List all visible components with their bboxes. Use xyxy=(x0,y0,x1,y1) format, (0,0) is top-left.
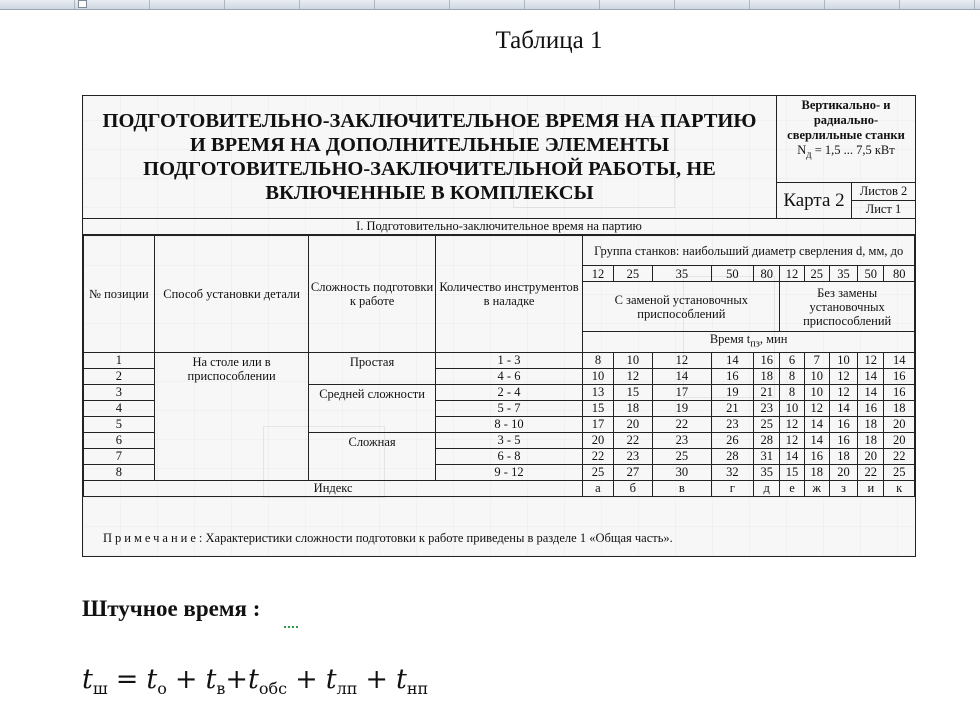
ruler-ticks xyxy=(0,0,980,9)
time-value-cell: 18 xyxy=(804,464,829,480)
norm-table xyxy=(83,235,915,497)
time-value-cell: 12 xyxy=(804,400,829,416)
diameter-cell: 35 xyxy=(653,266,712,282)
tools-cell: 1 - 3 xyxy=(435,352,583,368)
time-value-cell: 20 xyxy=(858,448,884,464)
index-letter-cell: д xyxy=(754,480,780,496)
formula-plus: + xyxy=(174,664,198,695)
time-value-cell: 6 xyxy=(780,352,804,368)
time-value-cell: 25 xyxy=(653,448,712,464)
time-value-cell: 14 xyxy=(829,400,857,416)
formula-term: t xyxy=(247,664,259,695)
spellcheck-underline xyxy=(284,623,298,628)
complexity-cell: Сложная xyxy=(309,432,435,480)
diameter-cell: 80 xyxy=(884,266,915,282)
time-value-cell: 10 xyxy=(780,400,804,416)
time-label: Время t xyxy=(709,332,751,346)
time-value-cell: 25 xyxy=(583,464,613,480)
machine-type-box xyxy=(777,96,915,183)
time-value-cell: 16 xyxy=(858,400,884,416)
time-value-cell: 19 xyxy=(711,384,753,400)
col-header-position: № позиции xyxy=(84,236,155,353)
time-value-cell: 16 xyxy=(829,416,857,432)
tools-cell: 8 - 10 xyxy=(435,416,583,432)
time-value-cell: 28 xyxy=(754,432,780,448)
formula-equals: = xyxy=(115,664,139,695)
diameter-cell: 35 xyxy=(829,266,857,282)
note-label: Примечание xyxy=(103,531,199,545)
col-header-with-fixture: С заменой установочных приспособлений xyxy=(583,282,780,332)
time-value-cell: 23 xyxy=(711,416,753,432)
time-value-cell: 19 xyxy=(653,400,712,416)
power-value: = 1,5 ... 7,5 кВт xyxy=(811,143,895,157)
time-value-cell: 16 xyxy=(829,432,857,448)
time-value-cell: 12 xyxy=(780,416,804,432)
time-value-cell: 10 xyxy=(613,352,652,368)
time-value-cell: 15 xyxy=(780,464,804,480)
index-letter-cell: в xyxy=(653,480,712,496)
time-value-cell: 10 xyxy=(583,368,613,384)
index-letter-cell: и xyxy=(858,480,884,496)
col-header-without-fixture: Без замены установочных приспособлений xyxy=(780,282,915,332)
time-value-cell: 15 xyxy=(583,400,613,416)
card-title xyxy=(83,96,777,219)
sheet-current: Лист 1 xyxy=(852,201,915,219)
time-subscript: пз xyxy=(750,338,760,350)
section-title: I. Подготовительно-заключительное время на партию xyxy=(83,219,915,235)
time-value-cell: 25 xyxy=(754,416,780,432)
position-cell: 5 xyxy=(84,416,155,432)
diameter-cell: 80 xyxy=(754,266,780,282)
time-value-cell: 12 xyxy=(829,368,857,384)
machine-type: Вертикально- и радиально-сверлильные станки xyxy=(787,98,905,142)
formula-term-subscript: о xyxy=(157,679,167,698)
sheets-total: Листов 2 xyxy=(852,183,915,201)
index-letter-cell: к xyxy=(884,480,915,496)
formula-term: t xyxy=(396,664,407,695)
time-value-cell: 22 xyxy=(653,416,712,432)
time-value-cell: 7 xyxy=(804,352,829,368)
power-subscript: д xyxy=(806,149,812,161)
time-value-cell: 14 xyxy=(711,352,753,368)
card-title-line: ПОДГОТОВИТЕЛЬНО-ЗАКЛЮЧИТЕЛЬНОЙ РАБОТЫ, НЕ xyxy=(143,158,716,180)
formula-term-subscript: лп xyxy=(336,679,358,698)
diameter-cell: 50 xyxy=(858,266,884,282)
formula-term-subscript: нп xyxy=(406,679,429,698)
power-range xyxy=(777,143,915,163)
time-value-cell: 14 xyxy=(780,448,804,464)
complexity-cell: Простая xyxy=(309,352,435,384)
time-value-cell: 28 xyxy=(711,448,753,464)
formula-term-subscript: в xyxy=(216,679,226,698)
card-title-line: И ВРЕМЯ НА ДОПОЛНИТЕЛЬНЫЕ ЭЛЕМЕНТЫ xyxy=(189,134,670,156)
card-title-line: ВКЛЮЧЕННЫЕ В КОМПЛЕКСЫ xyxy=(265,182,594,204)
time-value-cell: 8 xyxy=(780,368,804,384)
time-value-cell: 20 xyxy=(884,432,915,448)
card-number: Карта 2 xyxy=(777,183,852,219)
time-value-cell: 20 xyxy=(613,416,652,432)
time-value-cell: 16 xyxy=(711,368,753,384)
time-value-cell: 17 xyxy=(583,416,613,432)
formula-term-subscript: обс xyxy=(258,679,288,698)
time-value-cell: 22 xyxy=(613,432,652,448)
index-letter-cell: з xyxy=(829,480,857,496)
card-note xyxy=(83,523,915,556)
time-value-cell: 26 xyxy=(711,432,753,448)
time-value-cell: 14 xyxy=(804,416,829,432)
time-unit: , мин xyxy=(759,332,788,346)
time-value-cell: 12 xyxy=(829,384,857,400)
formula-plus: + xyxy=(225,664,248,695)
position-cell: 3 xyxy=(84,384,155,400)
formula-plus: + xyxy=(365,664,389,695)
diameter-cell: 50 xyxy=(711,266,753,282)
time-value-cell: 25 xyxy=(884,464,915,480)
note-text: : Характеристики сложности подготовки к работе приведены в разделе 1 «Общая часть». xyxy=(198,531,673,545)
formula-lhs: t xyxy=(82,664,93,695)
formula-plus: + xyxy=(295,664,318,695)
position-cell: 1 xyxy=(84,352,155,368)
time-value-cell: 21 xyxy=(754,384,780,400)
time-value-cell: 18 xyxy=(858,416,884,432)
diameter-cell: 12 xyxy=(780,266,804,282)
diameter-cell: 25 xyxy=(804,266,829,282)
position-cell: 7 xyxy=(84,448,155,464)
time-value-cell: 14 xyxy=(653,368,712,384)
time-value-cell: 20 xyxy=(829,464,857,480)
time-value-cell: 21 xyxy=(711,400,753,416)
col-header-tools: Количество инструментов в наладке xyxy=(435,236,583,353)
tools-cell: 5 - 7 xyxy=(435,400,583,416)
position-cell: 6 xyxy=(84,432,155,448)
mounting-cell: На столе или в приспособлении xyxy=(154,352,309,480)
time-value-cell: 32 xyxy=(711,464,753,480)
table-caption: Таблица 1 xyxy=(495,27,603,54)
section-heading: Штучное время : xyxy=(82,596,261,621)
formula-term: t xyxy=(205,664,217,695)
col-header-mounting: Способ установки детали xyxy=(154,236,309,353)
time-value-cell: 18 xyxy=(613,400,652,416)
time-value-cell: 8 xyxy=(583,352,613,368)
formula-term: t xyxy=(146,664,158,695)
time-value-cell: 20 xyxy=(884,416,915,432)
norm-card xyxy=(82,95,916,557)
tools-cell: 9 - 12 xyxy=(435,464,583,480)
time-value-cell: 18 xyxy=(884,400,915,416)
index-label: Индекс xyxy=(84,480,583,496)
time-value-cell: 12 xyxy=(613,368,652,384)
time-value-cell: 23 xyxy=(653,432,712,448)
position-cell: 2 xyxy=(84,368,155,384)
diameter-cell: 25 xyxy=(613,266,652,282)
tools-cell: 2 - 4 xyxy=(435,384,583,400)
time-value-cell: 18 xyxy=(829,448,857,464)
time-value-cell: 18 xyxy=(858,432,884,448)
top-ruler xyxy=(0,0,980,10)
tools-cell: 4 - 6 xyxy=(435,368,583,384)
time-value-cell: 12 xyxy=(780,432,804,448)
index-letter-cell: г xyxy=(711,480,753,496)
card-title-line: ПОДГОТОВИТЕЛЬНО-ЗАКЛЮЧИТЕЛЬНОЕ ВРЕМЯ НА ПАРТИЮ xyxy=(102,110,757,132)
position-cell: 8 xyxy=(84,464,155,480)
time-value-cell: 10 xyxy=(829,352,857,368)
index-letter-cell: б xyxy=(613,480,652,496)
col-header-time xyxy=(583,332,915,353)
time-value-cell: 18 xyxy=(754,368,780,384)
power-symbol: N xyxy=(797,143,807,157)
time-value-cell: 14 xyxy=(884,352,915,368)
time-value-cell: 22 xyxy=(884,448,915,464)
time-value-cell: 12 xyxy=(653,352,712,368)
time-value-cell: 8 xyxy=(780,384,804,400)
time-value-cell: 12 xyxy=(858,352,884,368)
ruler-indent-marker[interactable] xyxy=(78,0,87,8)
time-value-cell: 16 xyxy=(804,448,829,464)
col-header-machine-group: Группа станков: наибольший диаметр сверления d, мм, до xyxy=(583,236,915,266)
time-value-cell: 35 xyxy=(754,464,780,480)
time-value-cell: 20 xyxy=(583,432,613,448)
time-value-cell: 16 xyxy=(754,352,780,368)
time-value-cell: 15 xyxy=(613,384,652,400)
time-value-cell: 30 xyxy=(653,464,712,480)
time-value-cell: 17 xyxy=(653,384,712,400)
time-value-cell: 27 xyxy=(613,464,652,480)
time-value-cell: 22 xyxy=(583,448,613,464)
index-letter-cell: ж xyxy=(804,480,829,496)
position-cell: 4 xyxy=(84,400,155,416)
time-value-cell: 23 xyxy=(754,400,780,416)
diameter-cell: 12 xyxy=(583,266,613,282)
index-letter-cell: е xyxy=(780,480,804,496)
col-header-complexity: Сложность подготовки к работе xyxy=(309,236,435,353)
time-value-cell: 14 xyxy=(858,384,884,400)
formula-term: t xyxy=(325,664,337,695)
time-value-cell: 13 xyxy=(583,384,613,400)
time-value-cell: 16 xyxy=(884,384,915,400)
time-value-cell: 23 xyxy=(613,448,652,464)
time-value-cell: 10 xyxy=(804,368,829,384)
time-value-cell: 14 xyxy=(804,432,829,448)
formula-lhs-subscript: ш xyxy=(92,679,108,698)
tools-cell: 3 - 5 xyxy=(435,432,583,448)
piece-time-formula xyxy=(82,664,428,698)
time-value-cell: 14 xyxy=(858,368,884,384)
index-letter-cell: а xyxy=(583,480,613,496)
complexity-cell: Средней сложности xyxy=(309,384,435,432)
time-value-cell: 31 xyxy=(754,448,780,464)
time-value-cell: 10 xyxy=(804,384,829,400)
time-value-cell: 16 xyxy=(884,368,915,384)
tools-cell: 6 - 8 xyxy=(435,448,583,464)
time-value-cell: 22 xyxy=(858,464,884,480)
